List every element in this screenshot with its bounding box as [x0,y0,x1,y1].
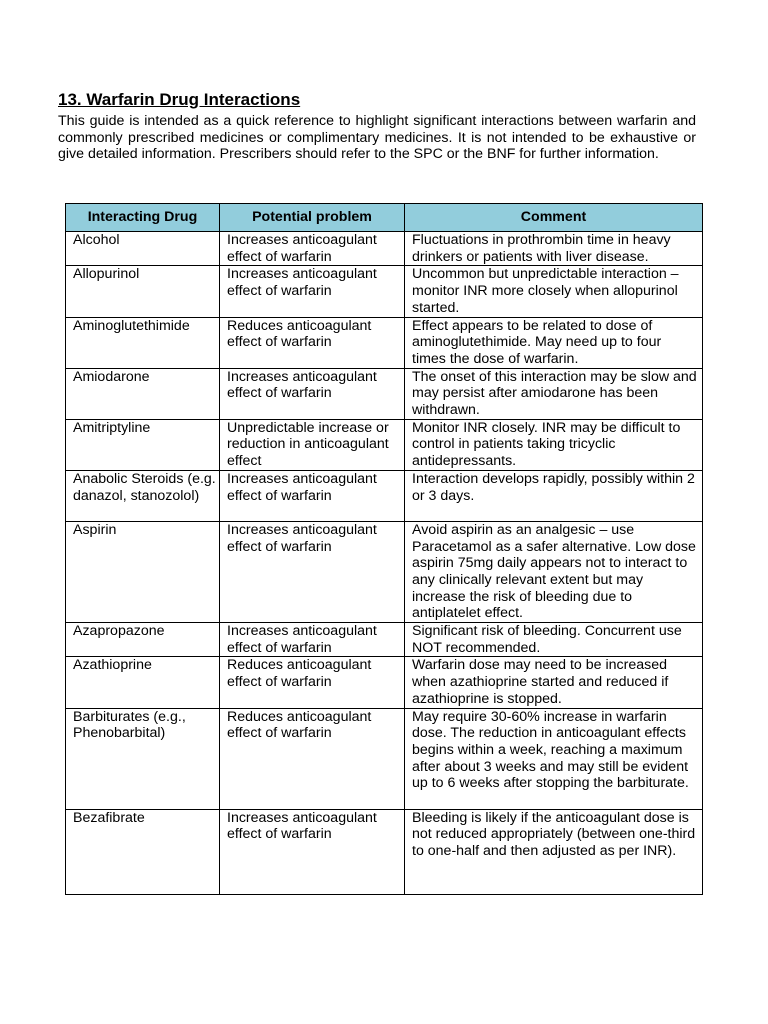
header-comment: Comment [405,204,703,232]
table-row [66,521,703,622]
problem-cell: Increases anticoagulant effect of warfarin [220,521,405,622]
problem-cell: Increases anticoagulant effect of warfarin [220,470,405,521]
page-title: 13. Warfarin Drug Interactions [58,90,301,109]
comment-cell: Warfarin dose may need to be increased when azathioprine started and reduced if azathioprine is stopped. [405,657,703,708]
table-row [66,368,703,419]
comment-cell: Uncommon but unpredictable interaction – monitor INR more closely when allopurinol started. [405,266,703,317]
table-row [66,708,703,809]
drug-cell: Amitriptyline [66,419,220,470]
problem-cell: Increases anticoagulant effect of warfarin [220,232,405,266]
table-row [66,419,703,470]
comment-cell: Monitor INR closely. INR may be difficult to control in patients taking tricyclic antidepressants. [405,419,703,470]
comment-cell: May require 30-60% increase in warfarin dose. The reduction in anticoagulant effects begins within a week, reaching a maximum after about 3 weeks and may still be evident up to 6 weeks after stopping the barbiturate. [405,708,703,809]
table-header-row [66,204,703,232]
comment-cell: Avoid aspirin as an analgesic – use Paracetamol as a safer alternative. Low dose aspirin 75mg daily appears not to interact to any clinically relevant extent but may increase the risk of bleeding due to antiplatelet effect. [405,521,703,622]
problem-cell: Increases anticoagulant effect of warfarin [220,266,405,317]
intro-paragraph: This guide is intended as a quick reference to highlight significant interactions between warfarin and commonly prescribed medicines or complimentary medicines. It is not intended to be exhaustive or give detailed information. Prescribers should refer to the SPC or the BNF for further information. [58,113,696,163]
drug-cell: Alcohol [66,232,220,266]
comment-cell: Interaction develops rapidly, possibly within 2 or 3 days. [405,470,703,521]
problem-cell: Increases anticoagulant effect of warfarin [220,809,405,894]
interactions-table [65,203,703,895]
table-row [66,232,703,266]
table-row [66,623,703,657]
comment-cell: Significant risk of bleeding. Concurrent use NOT recommended. [405,623,703,657]
table-row [66,266,703,317]
drug-cell: Aminoglutethimide [66,317,220,368]
drug-cell: Azapropazone [66,623,220,657]
drug-cell: Bezafibrate [66,809,220,894]
problem-cell: Reduces anticoagulant effect of warfarin [220,317,405,368]
header-interacting-drug: Interacting Drug [66,204,220,232]
drug-cell: Anabolic Steroids (e.g. danazol, stanozolol) [66,470,220,521]
drug-cell: Aspirin [66,521,220,622]
problem-cell: Unpredictable increase or reduction in anticoagulant effect [220,419,405,470]
drug-cell: Barbiturates (e.g., Phenobarbital) [66,708,220,809]
drug-cell: Azathioprine [66,657,220,708]
drug-cell: Allopurinol [66,266,220,317]
problem-cell: Increases anticoagulant effect of warfarin [220,623,405,657]
drug-cell: Amiodarone [66,368,220,419]
table-row [66,470,703,521]
table-row [66,317,703,368]
problem-cell: Increases anticoagulant effect of warfarin [220,368,405,419]
problem-cell: Reduces anticoagulant effect of warfarin [220,708,405,809]
header-potential-problem: Potential problem [220,204,405,232]
comment-cell: The onset of this interaction may be slow and may persist after amiodarone has been withdrawn. [405,368,703,419]
comment-cell: Fluctuations in prothrombin time in heavy drinkers or patients with liver disease. [405,232,703,266]
comment-cell: Effect appears to be related to dose of aminoglutethimide. May need up to four times the dose of warfarin. [405,317,703,368]
table-row [66,809,703,894]
table-row [66,657,703,708]
problem-cell: Reduces anticoagulant effect of warfarin [220,657,405,708]
comment-cell: Bleeding is likely if the anticoagulant dose is not reduced appropriately (between one-third to one-half and then adjusted as per INR). [405,809,703,894]
